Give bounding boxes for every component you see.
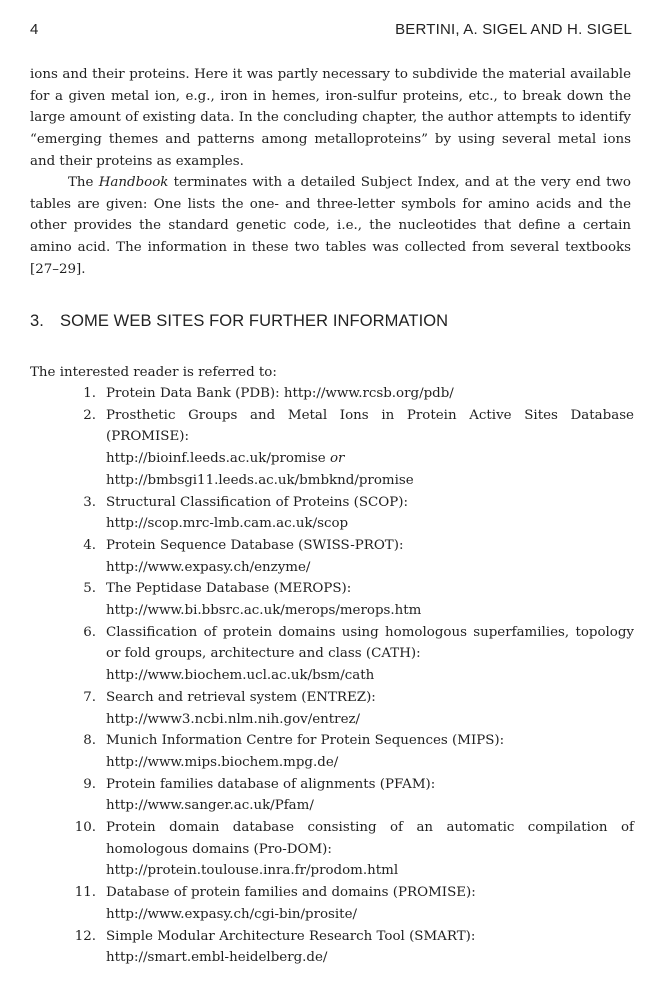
- list-item-url: http://www.mips.biochem.mpg.de/: [106, 754, 339, 770]
- list-item-number: 2.: [83, 407, 96, 423]
- list-item-url: http://www.expasy.ch/enzyme/: [106, 559, 311, 575]
- list-item-description: Search and retrieval system (ENTREZ):: [106, 689, 376, 705]
- list-item-description: The Peptidase Database (MEROPS):: [106, 581, 352, 597]
- list-item: [62, 926, 634, 969]
- or-text: or: [329, 451, 345, 467]
- list-item-description: Protein domain database consisting of an automatic compilation of homologous domains (Pro-DOM):: [106, 820, 634, 857]
- list-item-url: http://www.biochem.ucl.ac.uk/bsm/cath: [106, 668, 375, 684]
- list-item: [62, 578, 634, 621]
- web-site-list: [62, 383, 634, 969]
- running-head-authors: BERTINI, A. SIGEL AND H. SIGEL: [395, 21, 632, 38]
- list-item-number: 9.: [83, 776, 96, 792]
- url-text: http://bioinf.leeds.ac.uk/promise: [106, 451, 326, 467]
- list-item-number: 3.: [83, 494, 96, 510]
- list-item: [62, 774, 634, 817]
- list-item-number: 11.: [74, 885, 96, 901]
- list-item-description: Structural Classification of Proteins (SCOP):: [106, 494, 409, 510]
- list-item-url: http://www.expasy.ch/cgi-bin/prosite/: [106, 906, 358, 922]
- list-item-number: 6.: [83, 624, 96, 640]
- body-paragraph-2: [30, 172, 631, 281]
- list-item-url: http://scop.mrc-lmb.cam.ac.uk/scop: [106, 516, 349, 532]
- list-item-description: Protein Data Bank (PDB): http://www.rcsb.org/pdb/: [106, 386, 454, 401]
- list-item-url: http://www.bi.bbsrc.ac.uk/merops/merops.htm: [106, 603, 422, 619]
- list-item-description: Database of protein families and domains (PROMISE):: [106, 885, 476, 901]
- section-heading: [30, 312, 448, 331]
- running-head: [30, 21, 632, 41]
- list-item-description: Protein families database of alignments (PFAM):: [106, 776, 436, 792]
- list-item: [62, 383, 634, 405]
- list-item: [62, 730, 634, 773]
- list-item-number: 5.: [83, 581, 96, 597]
- list-item: [62, 687, 634, 730]
- list-item: [62, 405, 634, 492]
- list-item: [62, 817, 634, 882]
- list-item-number: 4.: [83, 537, 96, 553]
- section-number: 3.: [30, 312, 44, 330]
- list-item-number: 1.: [83, 386, 96, 401]
- paragraph-2-rest: terminates with a detailed Subject Index, and at the very end two tables are given: One lists the one- and three-letter symbols for amino acids and the other provides the standard genetic code, i.e., the nucleotides that define a certain amino acid. The information in these two tables was collected from several textbooks [27–29].: [30, 175, 631, 277]
- list-item-url-alt: http://bmbsgi11.leeds.ac.uk/bmbknd/promise: [106, 472, 414, 488]
- list-item: [62, 622, 634, 687]
- list-item-description: Classification of protein domains using homologous superfamilies, topology or fold groups, architecture and class (CATH):: [106, 624, 634, 662]
- list-item-description: Protein Sequence Database (SWISS-PROT):: [106, 537, 404, 553]
- list-item-url: http://protein.toulouse.inra.fr/prodom.html: [106, 863, 399, 879]
- paragraph-2-intro: The: [68, 175, 99, 190]
- list-item-number: 12.: [74, 928, 96, 944]
- list-item-url: http://smart.embl-heidelberg.de/: [106, 950, 328, 966]
- list-item: [62, 535, 634, 578]
- list-item-url: http://www3.ncbi.nlm.nih.gov/entrez/: [106, 711, 361, 727]
- reference-intro: The interested reader is referred to:: [30, 365, 277, 380]
- list-item-description: Simple Modular Architecture Research Tool (SMART):: [106, 928, 476, 944]
- list-item: [62, 882, 634, 925]
- list-item: [62, 492, 634, 535]
- handbook-emphasis: Handbook: [98, 175, 169, 190]
- list-item-description: Prosthetic Groups and Metal Ions in Protein Active Sites Database (PROMISE):: [106, 407, 634, 445]
- body-paragraph-1: ions and their proteins. Here it was partly necessary to subdivide the material available for a given metal ion, e.g., iron in hemes, iron-sulfur proteins, etc., to break down the large amount of existing data. In the concluding chapter, the author attempts to identify “emerging themes and patterns among metalloproteins” by using several metal ions and their proteins as examples.: [30, 67, 631, 169]
- list-item-description: Munich Information Centre for Protein Sequences (MIPS):: [106, 733, 505, 749]
- page-number: 4: [30, 21, 39, 38]
- list-item-number: 8.: [83, 733, 96, 749]
- list-item-number: 10.: [74, 820, 96, 836]
- list-item-url: http://www.sanger.ac.uk/Pfam/: [106, 798, 314, 814]
- section-title: SOME WEB SITES FOR FURTHER INFORMATION: [60, 312, 449, 330]
- list-item-url: [106, 448, 634, 470]
- list-item-number: 7.: [83, 689, 96, 705]
